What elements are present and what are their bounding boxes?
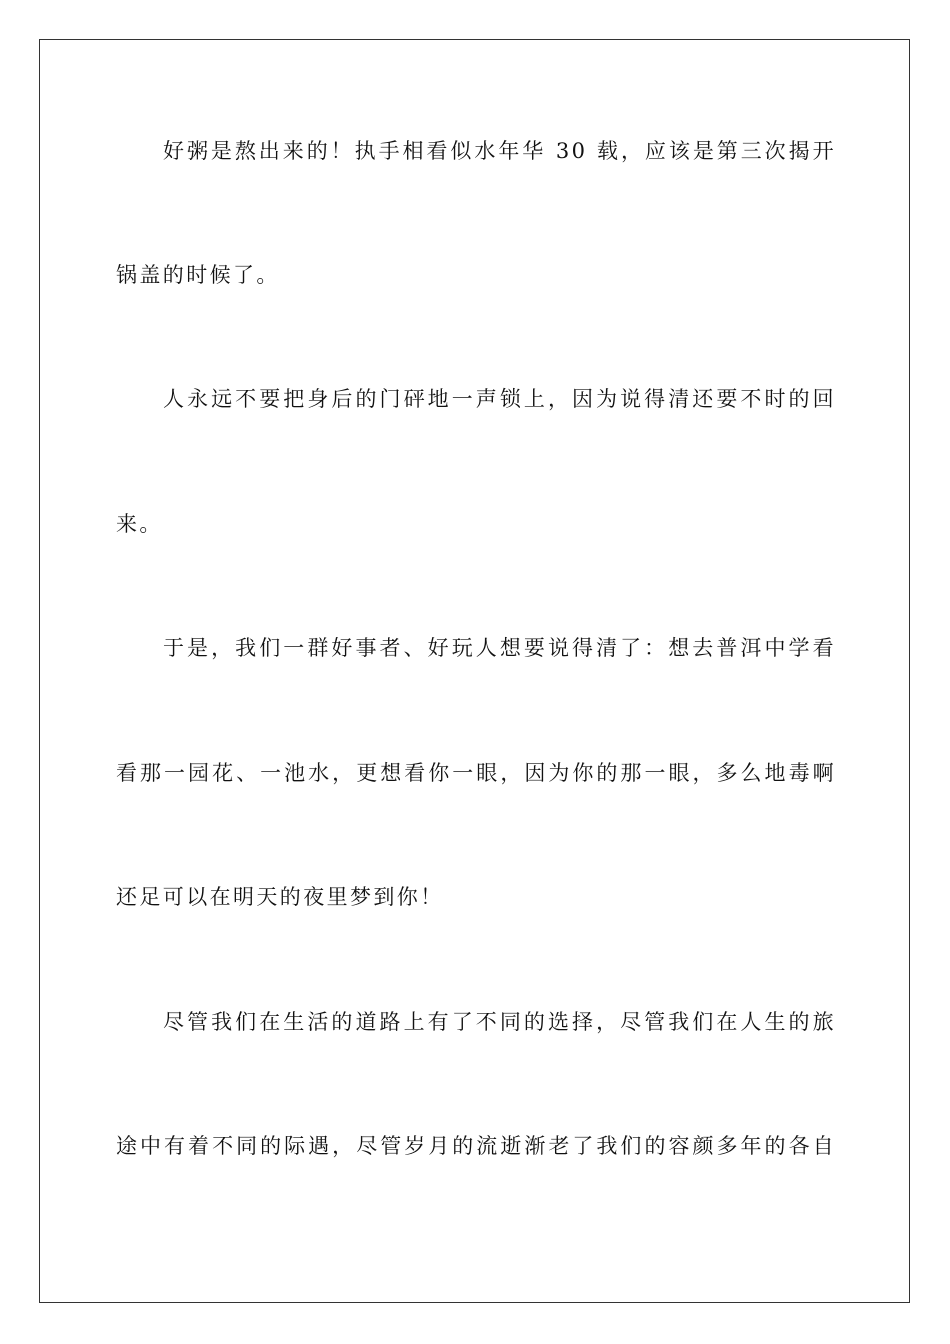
paragraph-line: 好粥是熬出来的！执手相看似水年华 30 载，应该是第三次揭开 (163, 139, 836, 163)
paragraph-line: 来。 (116, 512, 163, 536)
paragraph-line: 尽管我们在生活的道路上有了不同的选择，尽管我们在人生的旅 (163, 1010, 836, 1034)
paragraph-line: 锅盖的时候了。 (116, 263, 280, 287)
paragraph-line: 于是，我们一群好事者、好玩人想要说得清了：想去普洱中学看 (163, 636, 836, 660)
paragraph-line: 人永远不要把身后的门砰地一声锁上，因为说得清还要不时的回 (163, 387, 836, 411)
paragraph-line: 看那一园花、一池水，更想看你一眼，因为你的那一眼，多么地毒啊 (116, 761, 836, 785)
paragraph-line: 途中有着不同的际遇，尽管岁月的流逝渐老了我们的容颜多年的各自 (116, 1134, 836, 1158)
paragraph-line: 还足可以在明天的夜里梦到你！ (116, 885, 444, 909)
page-border (39, 39, 910, 1303)
